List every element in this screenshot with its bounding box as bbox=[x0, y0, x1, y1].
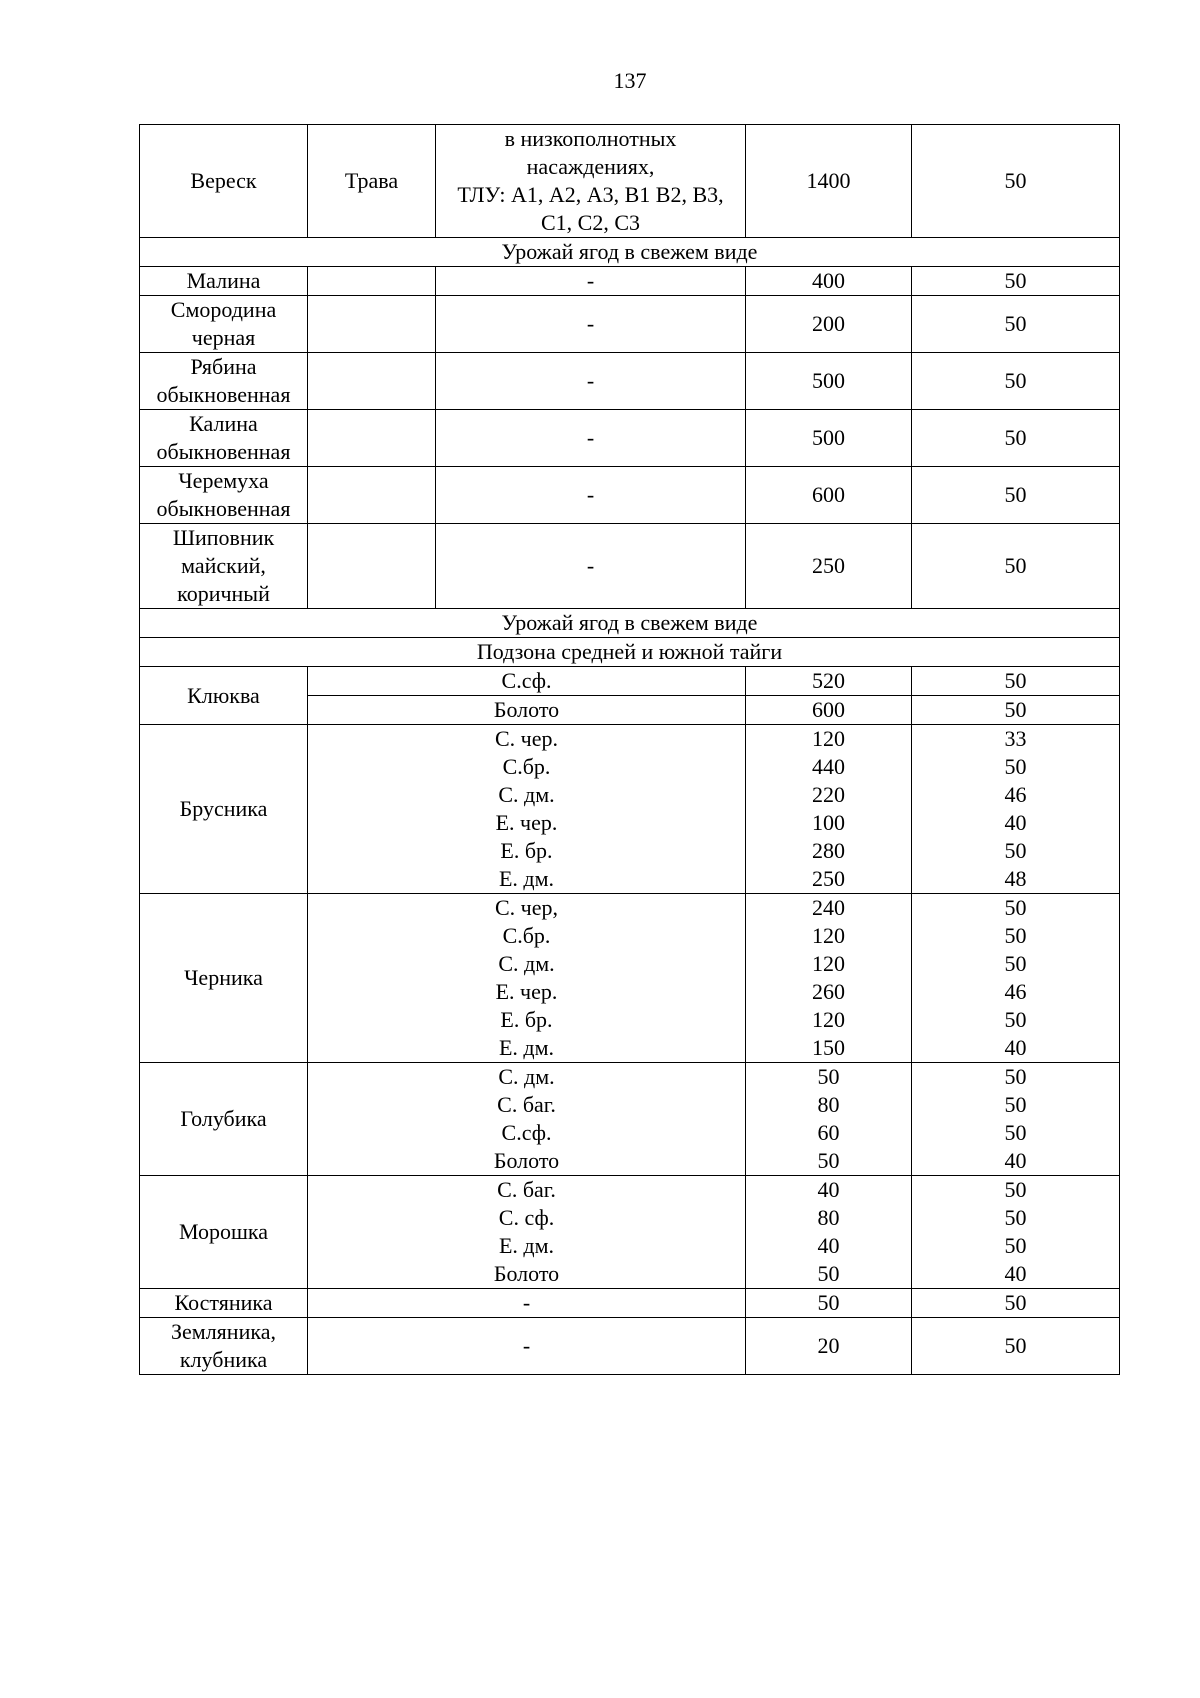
condition-cell: - bbox=[436, 267, 746, 296]
yield-line: 220 bbox=[812, 782, 845, 807]
yield-cell: 200 bbox=[746, 296, 912, 353]
percents-cell bbox=[912, 725, 1120, 894]
percents-cell bbox=[912, 894, 1120, 1063]
condition-cell: - bbox=[436, 410, 746, 467]
condition-line: ТЛУ: А1, А2, А3, В1 В2, В3, bbox=[457, 182, 724, 207]
condition-line: С.бр. bbox=[502, 754, 551, 779]
species-line: черная bbox=[191, 325, 256, 350]
percent-cell: 50 bbox=[912, 410, 1120, 467]
percents-cell bbox=[912, 1063, 1120, 1176]
species-cell: Брусника bbox=[140, 725, 308, 894]
percents-cell bbox=[912, 1176, 1120, 1289]
percent-line: 50 bbox=[1004, 951, 1027, 976]
species-cell bbox=[140, 410, 308, 467]
percent-line: 33 bbox=[1004, 726, 1027, 751]
species-line: обыкновенная bbox=[156, 382, 291, 407]
species-line: Калина bbox=[189, 411, 258, 436]
percent-line: 46 bbox=[1004, 979, 1027, 1004]
species-line: Черемуха bbox=[178, 468, 269, 493]
condition-line: Е. чер. bbox=[495, 810, 558, 835]
condition-cell: - bbox=[436, 353, 746, 410]
yield-line: 240 bbox=[812, 895, 845, 920]
percent-cell: 50 bbox=[912, 267, 1120, 296]
section-title-row bbox=[140, 238, 1120, 267]
species-line: обыкновенная bbox=[156, 496, 291, 521]
table-row bbox=[140, 467, 1120, 524]
table-row-group bbox=[140, 894, 1120, 1063]
percent-cell: 50 bbox=[912, 667, 1120, 696]
species-line: майский, bbox=[181, 553, 266, 578]
percent-cell: 50 bbox=[912, 467, 1120, 524]
species-cell bbox=[140, 267, 308, 296]
table-row bbox=[140, 410, 1120, 467]
percent-line: 50 bbox=[1004, 895, 1027, 920]
species-line: Смородина bbox=[170, 297, 277, 322]
condition-cell: С.сф. bbox=[308, 667, 746, 696]
percent-line: 50 bbox=[1004, 838, 1027, 863]
condition-cell bbox=[436, 125, 746, 238]
condition-line: С1, С2, С3 bbox=[540, 210, 641, 235]
yield-line: 80 bbox=[817, 1205, 840, 1230]
conditions-cell bbox=[308, 1063, 746, 1176]
percent-line: 40 bbox=[1004, 810, 1027, 835]
percent-line: 50 bbox=[1004, 923, 1027, 948]
percent-line: 50 bbox=[1004, 1120, 1027, 1145]
species-cell: Морошка bbox=[140, 1176, 308, 1289]
type-cell bbox=[308, 467, 436, 524]
type-cell bbox=[308, 267, 436, 296]
yield-line: 40 bbox=[817, 1233, 840, 1258]
species-cell: Черника bbox=[140, 894, 308, 1063]
type-cell bbox=[308, 524, 436, 609]
type-cell: Трава bbox=[308, 125, 436, 238]
type-cell bbox=[308, 410, 436, 467]
yield-line: 80 bbox=[817, 1092, 840, 1117]
condition-line: С. баг. bbox=[497, 1092, 556, 1117]
table-row-veresk bbox=[140, 125, 1120, 238]
yield-line: 50 bbox=[817, 1261, 840, 1286]
species-line: коричный bbox=[177, 581, 270, 606]
yield-cell: 400 bbox=[746, 267, 912, 296]
condition-line: насаждениях, bbox=[526, 154, 655, 179]
yield-line: 150 bbox=[812, 1035, 845, 1060]
condition-line: С. баг. bbox=[497, 1177, 556, 1202]
yields-cell bbox=[746, 894, 912, 1063]
subzone-title-row bbox=[140, 638, 1120, 667]
yield-line: 260 bbox=[812, 979, 845, 1004]
condition-cell: Болото bbox=[308, 696, 746, 725]
berry-yield-table bbox=[139, 124, 1120, 1375]
section-title-row bbox=[140, 609, 1120, 638]
condition-line: С. дм. bbox=[498, 1064, 555, 1089]
percent-line: 50 bbox=[1004, 1092, 1027, 1117]
type-cell bbox=[308, 353, 436, 410]
condition-cell: - bbox=[436, 524, 746, 609]
condition-line: в низкополнотных bbox=[504, 126, 677, 151]
yield-line: 280 bbox=[812, 838, 845, 863]
species-cell bbox=[140, 524, 308, 609]
percent-line: 40 bbox=[1004, 1148, 1027, 1173]
yield-cell: 600 bbox=[746, 467, 912, 524]
percent-cell: 50 bbox=[912, 696, 1120, 725]
yields-cell bbox=[746, 1176, 912, 1289]
species-cell bbox=[140, 296, 308, 353]
section-title: Урожай ягод в свежем виде bbox=[140, 238, 1120, 267]
yield-line: 60 bbox=[817, 1120, 840, 1145]
percent-line: 50 bbox=[1004, 1177, 1027, 1202]
yield-cell: 600 bbox=[746, 696, 912, 725]
conditions-cell bbox=[308, 725, 746, 894]
yield-cell: 250 bbox=[746, 524, 912, 609]
percent-line: 50 bbox=[1004, 1007, 1027, 1032]
condition-line: С. чер, bbox=[494, 895, 558, 920]
condition-line: Болото bbox=[493, 1261, 560, 1286]
yield-line: 50 bbox=[817, 1064, 840, 1089]
yield-line: 120 bbox=[812, 923, 845, 948]
section-title: Урожай ягод в свежем виде bbox=[140, 609, 1120, 638]
yields-cell bbox=[746, 1063, 912, 1176]
condition-line: Е. бр. bbox=[500, 1007, 553, 1032]
species-line: Рябина bbox=[190, 354, 257, 379]
species-cell: Вереск bbox=[140, 125, 308, 238]
yield-cell: 20 bbox=[746, 1318, 912, 1375]
yields-cell bbox=[746, 725, 912, 894]
percent-cell: 50 bbox=[912, 1289, 1120, 1318]
table-row bbox=[140, 1289, 1120, 1318]
condition-cell: - bbox=[308, 1289, 746, 1318]
subzone-title: Подзона средней и южной тайги bbox=[140, 638, 1120, 667]
table-row bbox=[140, 353, 1120, 410]
percent-line: 50 bbox=[1004, 1233, 1027, 1258]
condition-line: Болото bbox=[493, 1148, 560, 1173]
condition-line: Е. дм. bbox=[498, 866, 555, 891]
percent-cell: 50 bbox=[912, 353, 1120, 410]
percent-cell: 50 bbox=[912, 524, 1120, 609]
yield-cell: 500 bbox=[746, 410, 912, 467]
yield-cell: 520 bbox=[746, 667, 912, 696]
yield-line: 250 bbox=[812, 866, 845, 891]
yield-line: 120 bbox=[812, 1007, 845, 1032]
species-cell bbox=[140, 1289, 308, 1318]
condition-line: С. дм. bbox=[498, 951, 555, 976]
yield-line: 120 bbox=[812, 726, 845, 751]
percent-line: 40 bbox=[1004, 1035, 1027, 1060]
species-line: Земляника, bbox=[171, 1319, 276, 1344]
condition-cell: - bbox=[436, 467, 746, 524]
percent-line: 48 bbox=[1004, 866, 1027, 891]
species-cell: Клюква bbox=[140, 667, 308, 725]
species-cell bbox=[140, 467, 308, 524]
condition-line: С. чер. bbox=[494, 726, 558, 751]
species-cell: Голубика bbox=[140, 1063, 308, 1176]
page-number: 137 bbox=[613, 68, 647, 93]
yield-line: 100 bbox=[812, 810, 845, 835]
table-row-group bbox=[140, 1176, 1120, 1289]
table-row bbox=[140, 524, 1120, 609]
yield-cell: 1400 bbox=[746, 125, 912, 238]
species-line: клубника bbox=[179, 1347, 268, 1372]
table-row-group bbox=[140, 725, 1120, 894]
condition-line: С. дм. bbox=[498, 782, 555, 807]
conditions-cell bbox=[308, 894, 746, 1063]
yield-line: 40 bbox=[817, 1177, 840, 1202]
percent-line: 50 bbox=[1004, 754, 1027, 779]
percent-cell: 50 bbox=[912, 296, 1120, 353]
yield-line: 440 bbox=[812, 754, 845, 779]
percent-cell: 50 bbox=[912, 1318, 1120, 1375]
table-row bbox=[140, 296, 1120, 353]
table-row bbox=[140, 1318, 1120, 1375]
table-row bbox=[140, 667, 1120, 696]
percent-line: 50 bbox=[1004, 1064, 1027, 1089]
condition-line: Е. чер. bbox=[495, 979, 558, 1004]
yield-cell: 500 bbox=[746, 353, 912, 410]
percent-line: 50 bbox=[1004, 1205, 1027, 1230]
condition-line: С.бр. bbox=[502, 923, 551, 948]
yield-line: 120 bbox=[812, 951, 845, 976]
condition-line: С. сф. bbox=[498, 1205, 555, 1230]
percent-line: 46 bbox=[1004, 782, 1027, 807]
condition-line: С.сф. bbox=[501, 1120, 552, 1145]
table-row bbox=[140, 267, 1120, 296]
species-line: Шиповник bbox=[172, 525, 275, 550]
percent-cell: 50 bbox=[912, 125, 1120, 238]
species-line: Малина bbox=[186, 268, 261, 293]
yield-cell: 50 bbox=[746, 1289, 912, 1318]
species-cell bbox=[140, 1318, 308, 1375]
yield-line: 50 bbox=[817, 1148, 840, 1173]
condition-line: Е. дм. bbox=[498, 1233, 555, 1258]
percent-line: 40 bbox=[1004, 1261, 1027, 1286]
conditions-cell bbox=[308, 1176, 746, 1289]
condition-cell: - bbox=[436, 296, 746, 353]
species-line: обыкновенная bbox=[156, 439, 291, 464]
type-cell bbox=[308, 296, 436, 353]
condition-cell: - bbox=[308, 1318, 746, 1375]
table-row-group bbox=[140, 1063, 1120, 1176]
condition-line: Е. дм. bbox=[498, 1035, 555, 1060]
condition-line: Е. бр. bbox=[500, 838, 553, 863]
species-cell bbox=[140, 353, 308, 410]
species-line: Костяника bbox=[174, 1290, 273, 1315]
